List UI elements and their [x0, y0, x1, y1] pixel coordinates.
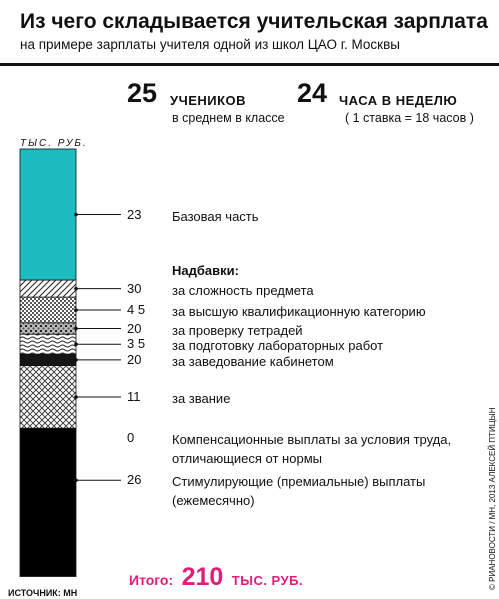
- bar-segment-2: [20, 297, 76, 323]
- hours-number: 24: [297, 78, 328, 108]
- value-label-3: 20: [127, 320, 142, 336]
- value-label-0: 23: [127, 206, 142, 222]
- bar-segment-4: [20, 334, 76, 354]
- value-label-6: 11: [127, 388, 141, 404]
- chart-subtitle: на примере зарплаты учителя одной из школ ЦАО г. Москвы: [20, 37, 400, 52]
- total-value: 210: [181, 563, 224, 591]
- leader-dot-4: [74, 342, 78, 346]
- category-label-8: Стимулирующие (премиальные) выплаты (ежемесячно): [172, 474, 426, 509]
- unit-label: ТЫС. РУБ.: [20, 138, 88, 149]
- bar-segment-5: [20, 354, 76, 365]
- category-label-0: Базовая часть: [172, 208, 259, 224]
- hours-sub: ( 1 ставка = 18 часов ): [345, 111, 474, 125]
- bar-segment-8: [20, 428, 76, 576]
- total-prefix: Итого:: [129, 572, 174, 588]
- hours-label: ЧАСА В НЕДЕЛЮ: [339, 93, 458, 108]
- value-label-1: 30: [127, 280, 142, 296]
- leader-dot-0: [74, 213, 78, 217]
- leader-dot-2: [74, 308, 78, 312]
- bar-segment-3: [20, 323, 76, 334]
- value-label-7: 0: [127, 430, 135, 446]
- value-label-2: 4 5: [127, 302, 146, 318]
- students-sub: в среднем в классе: [172, 111, 285, 125]
- bar-segment-6: [20, 366, 76, 429]
- leader-dot-6: [74, 395, 78, 399]
- category-label-4: за подготовку лабораторных работ: [172, 338, 384, 354]
- category-label-1: за сложность предмета: [172, 282, 314, 298]
- category-label-6: за звание: [172, 390, 231, 406]
- total-unit: ТЫС. РУБ.: [231, 573, 304, 588]
- category-label-5: за заведование кабинетом: [172, 353, 334, 369]
- chart-title: Из чего складывается учительская зарплата: [20, 10, 488, 33]
- category-label-2: за высшую квалификационную категорию: [172, 304, 426, 320]
- students-label: УЧЕНИКОВ: [170, 93, 247, 108]
- leader-dot-3: [74, 327, 78, 331]
- leader-dot-1: [74, 287, 78, 291]
- leader-dot-8: [74, 479, 78, 483]
- value-label-8: 26: [127, 472, 142, 488]
- value-label-4: 3 5: [127, 336, 146, 352]
- students-number: 25: [127, 78, 158, 108]
- value-label-5: 20: [127, 351, 142, 367]
- bar-segment-0: [20, 149, 76, 280]
- addons-heading: Надбавки:: [172, 263, 239, 278]
- credit-note: © РИАНОВОСТИ / МН, 2013 АЛЕКСЕЙ ПТИЦЫН: [488, 407, 497, 590]
- leader-dot-5: [74, 358, 78, 362]
- category-label-3: за проверку тетрадей: [172, 322, 303, 338]
- total: [129, 563, 303, 592]
- bar-segment-1: [20, 280, 76, 297]
- source-note: ИСТОЧНИК: МН: [8, 588, 78, 598]
- category-label-7: Компенсационные выплаты за условия труда, отличающиеся от нормы: [172, 432, 452, 467]
